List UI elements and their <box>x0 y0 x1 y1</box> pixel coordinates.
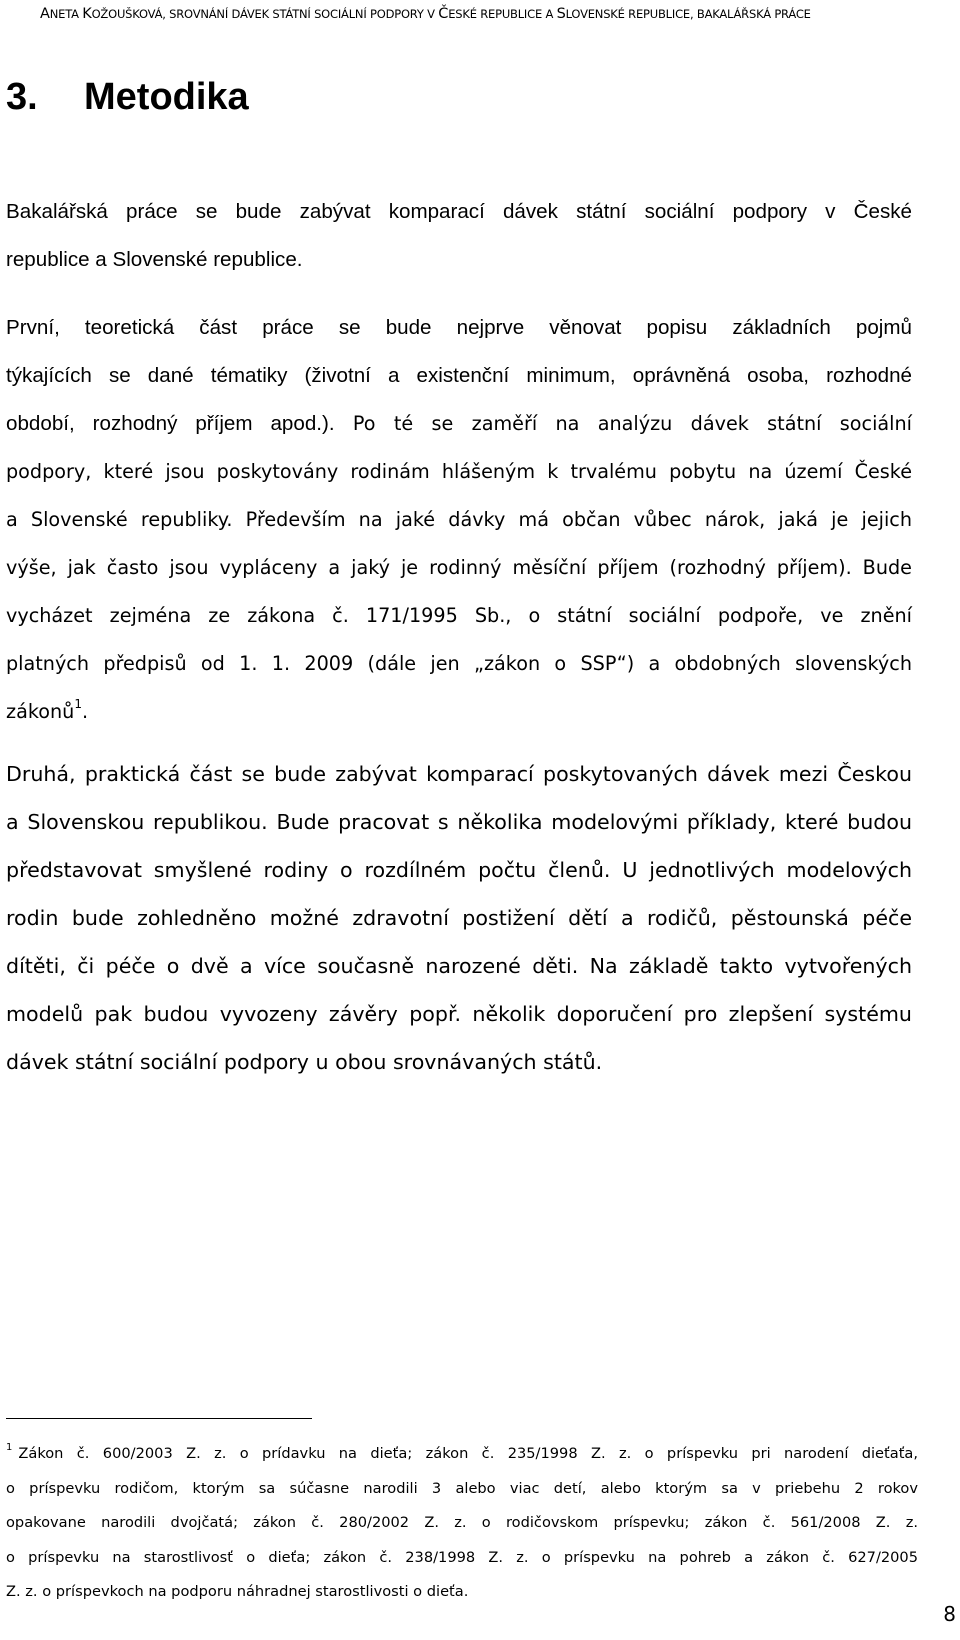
footnote-marker: 1 <box>6 1442 13 1453</box>
text-line: představovat smyšlené rodiny o rozdílném počtu členů. U jednotlivých modelových <box>6 858 912 882</box>
text-segment: Po té se zaměří na analýzu dávek státní sociální <box>334 412 912 435</box>
text-line: Bakalářská práce se bude zabývat komparací dávek státní sociální podpory v České <box>6 200 912 223</box>
text-line: První, teoretická část práce se bude nejprve věnovat popisu základních pojmů <box>6 316 912 339</box>
header-text: LOVENSKÉ REPUBLICE, BAKALÁŘSKÁ PRÁCE <box>565 7 811 21</box>
paragraph-theory <box>6 304 912 736</box>
page-number: 8 <box>943 1602 956 1626</box>
text-segment: období, rozhodný příjem apod.). <box>6 412 335 435</box>
text-line: republice a Slovenské republice. <box>6 248 303 271</box>
text-line: a Slovenské republiky. Především na jaké dávky má občan vůbec nárok, jaká je jejich <box>6 508 912 531</box>
text-line: podpory, které jsou poskytovány rodinám hlášeným k trvalému pobytu na území České <box>6 460 912 483</box>
footnote-separator <box>6 1418 312 1419</box>
header-text: A <box>40 6 50 22</box>
header-text: , SROVNÁNÍ DÁVEK STÁTNÍ SOCIÁLNÍ PODPORY V <box>162 7 439 21</box>
text-segment: zákonů <box>6 700 75 723</box>
text-line: Druhá, praktická část se bude zabývat komparací poskytovaných dávek mezi Českou <box>6 762 912 786</box>
section-heading <box>6 76 249 119</box>
header-text: NETA <box>49 7 83 21</box>
footnote-reference[interactable]: 1 <box>74 697 82 711</box>
header-text: K <box>82 6 92 22</box>
footnote-line: Z. z. o príspevkoch na podporu náhradnej starostlivosti o dieťa. <box>6 1583 469 1600</box>
text-line: vycházet zejména ze zákona č. 171/1995 Sb., o státní sociální podpoře, ve znění <box>6 604 912 627</box>
footnote-line: o príspevku rodičom, ktorým sa súčasne narodili 3 alebo viac detí, alebo ktorým sa v priebehu 2 rokov <box>6 1479 918 1497</box>
header-text: ESKÉ REPUBLICE A <box>448 7 557 21</box>
header-text: OŽOUŠKOVÁ <box>91 7 163 21</box>
text-line: dávek státní sociální podpory u obou srovnávaných států. <box>6 1050 603 1074</box>
section-title: Metodika <box>84 76 249 118</box>
text-line <box>6 688 912 736</box>
text-line: a Slovenskou republikou. Bude pracovat s několika modelovými příklady, které budou <box>6 810 912 834</box>
footnote <box>6 1437 918 1610</box>
text-line: modelů pak budou vyvozeny závěry popř. několik doporučení pro zlepšení systému <box>6 1002 912 1026</box>
footnote-line: opakovane narodili dvojčatá; zákon č. 280/2002 Z. z. o rodičovskom príspevku; zákon č. 561/2008 Z. z. <box>6 1514 918 1531</box>
footnote-line: o príspevku na starostlivosť o dieťa; zákon č. 238/1998 Z. z. o príspevku na pohreb a zákon č. 627/2005 <box>6 1548 918 1566</box>
paragraph-practical <box>6 750 912 1086</box>
text-line: rodin bude zohledněno možné zdravotní postižení dětí a rodičů, pěstounská péče <box>6 906 912 930</box>
text-segment: . <box>81 700 89 723</box>
header-text: Č <box>438 6 449 22</box>
text-line: dítěti, či péče o dvě a více současně narozené děti. Na základě takto vytvořených <box>6 954 912 978</box>
text-line: výše, jak často jsou vypláceny a jaký je rodinný měsíční příjem (rozhodný příjem). Bude <box>6 556 912 579</box>
footnote-line <box>6 1437 918 1472</box>
paragraph-intro <box>6 188 912 284</box>
section-number: 3. <box>6 76 38 118</box>
running-header <box>40 6 920 22</box>
header-text: S <box>556 6 566 22</box>
text-line: týkajících se dané tématiky (životní a existenční minimum, oprávněná osoba, rozhodné <box>6 364 912 387</box>
text-line <box>6 400 912 448</box>
text-line: platných předpisů od 1. 1. 2009 (dále jen „zákon o SSP“) a obdobných slovenských <box>6 652 912 675</box>
footnote-text: Zákon č. 600/2003 Z. z. o prídavku na dieťa; zákon č. 235/1998 Z. z. o príspevku pri narodení dieťaťa, <box>18 1445 918 1462</box>
